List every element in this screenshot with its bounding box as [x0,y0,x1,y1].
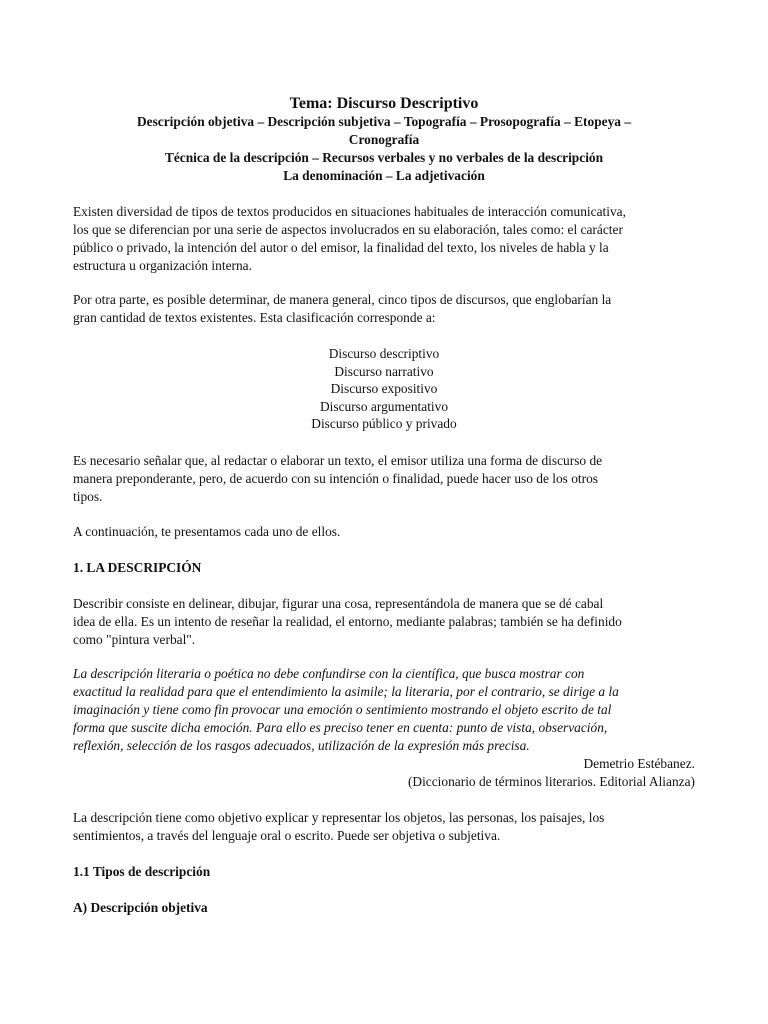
text-line: los que se diferencian por una serie de aspectos involucrados en su elaboración, tales como: el carácter [73,222,623,237]
quote-source: (Diccionario de términos literarios. Editorial Alianza) [407,774,695,789]
text-line: idea de ella. Es un intento de reseñar la realidad, el entorno, mediante palabras; también se ha definido [73,614,622,629]
list-item: Discurso descriptivo [328,346,440,361]
subsection-heading: 1.1 Tipos de descripción [73,864,211,879]
paragraph-next: A continuación, te presentamos cada uno de ellos. [73,524,341,539]
paragraph-emitter [73,452,695,506]
text-line: manera preponderante, pero, de acuerdo con su intención o finalidad, puede hacer uso de los otros [73,471,599,486]
text-line: público o privado, la intención del autor o del emisor, la finalidad del texto, los niveles de habla y la [73,240,609,255]
text-line: como "pintura verbal". [73,632,196,647]
list-item: Discurso expositivo [330,381,438,396]
list-item: Discurso narrativo [334,363,434,379]
subtitle-line: Descripción objetiva – Descripción subjetiva – Topografía – Prosopografía – Etopeya – [136,114,632,129]
paragraph-intro [73,203,695,275]
subtitle-line: Técnica de la descripción – Recursos verbales y no verbales de la descripción [164,150,604,165]
quote-block [73,665,695,755]
text-line: La descripción tiene como objetivo explicar y representar los objetos, las personas, los paisajes, los [73,810,605,825]
text-line: sentimientos, a través del lenguaje oral o escrito. Puede ser objetiva o subjetiva. [73,828,501,843]
subtitle-line: Cronografía [348,132,420,147]
quote-line: exactitud la realidad para que el entendimiento la asimile; la literaria, por el contrario, se dirige a la [73,684,619,699]
text-line: gran cantidad de textos existentes. Esta clasificación corresponde a: [73,310,436,325]
subtitle-line: La denominación – La adjetivación [283,168,485,183]
subsection-heading: A) Descripción objetiva [73,900,208,915]
quote-line: La descripción literaria o poética no debe confundirse con la científica, que busca mostrar con [73,666,585,681]
paragraph-definition [73,595,695,649]
text-line: estructura u organización interna. [73,258,252,273]
text-line: Describir consiste en delinear, dibujar, figurar una cosa, representándola de manera que se dé cabal [73,596,604,611]
quote-author: Demetrio Estébanez. [583,756,695,771]
text-line: Existen diversidad de tipos de textos producidos en situaciones habituales de interacción comunicativa, [73,204,626,219]
text-line: Por otra parte, es posible determinar, de manera general, cinco tipos de discursos, que englobarían la [73,292,612,307]
quote-line: imaginación y tiene como fin provocar una emoción o sentimiento mostrando el objeto escrito de tal [73,702,612,717]
list-item: Discurso argumentativo [319,398,449,414]
text-line: tipos. [73,489,103,504]
quote-line: reflexión, selección de los rasgos adecuados, utilización de la expresión más precisa. [73,738,530,753]
list-item: Discurso público y privado [311,416,457,431]
section-heading: 1. LA DESCRIPCIÓN [73,560,202,575]
paragraph-classification [73,291,695,327]
paragraph-objective [73,809,695,845]
text-line: Es necesario señalar que, al redactar o elaborar un texto, el emisor utiliza una forma de discurso de [73,453,603,468]
document-title: Tema: Discurso Descriptivo [289,95,479,112]
discourse-types-list [73,345,695,433]
quote-line: forma que suscite dicha emoción. Para ello es preciso tener en cuenta: punto de vista, observación, [73,720,608,735]
